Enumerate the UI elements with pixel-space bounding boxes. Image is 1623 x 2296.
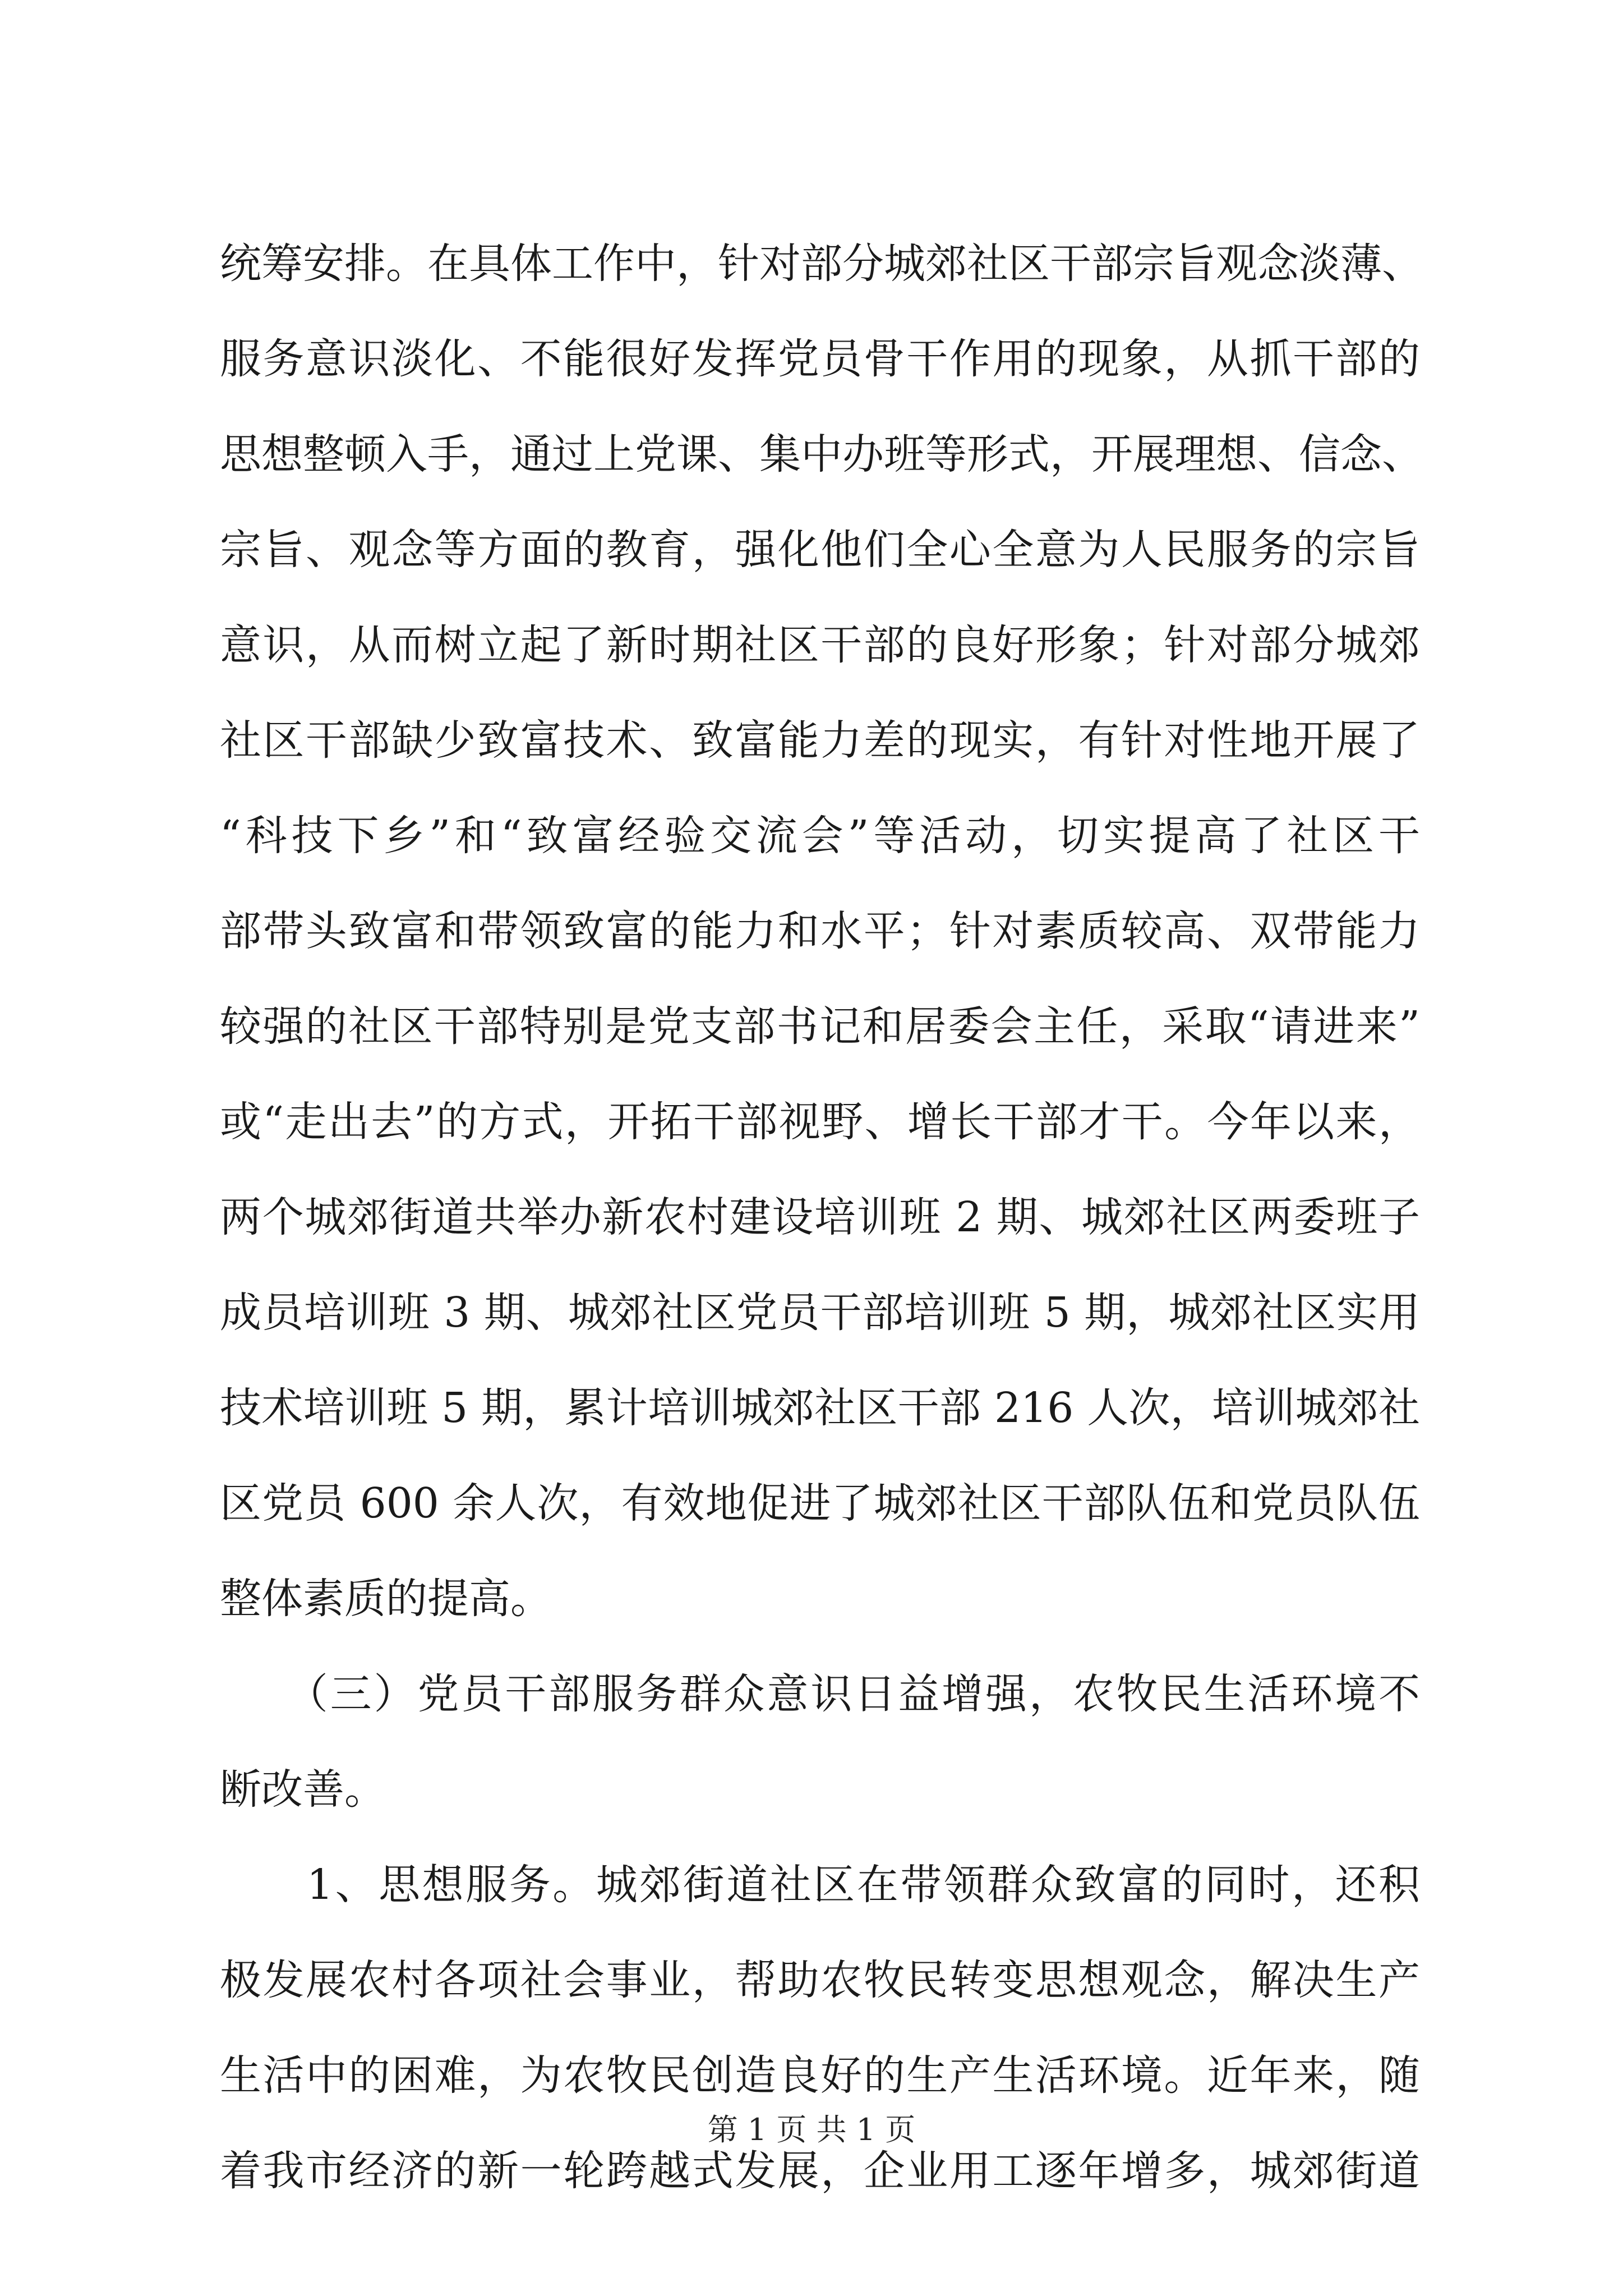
paragraph-end-line: 整体素质的提高。: [220, 1575, 552, 1623]
section-heading-end-line: 断改善。: [220, 1765, 386, 1814]
text-line: 服务意识淡化、不能很好发挥党员骨干作用的现象，从抓干部的: [220, 335, 1420, 383]
text-line: 宗旨、观念等方面的教育，强化他们全心全意为人民服务的宗旨: [220, 526, 1420, 574]
page-number-footer: 第 1 页 共 1 页: [707, 2112, 916, 2147]
paragraph-start-line: 1、思想服务。城郊街道社区在带领群众致富的同时，还积: [220, 1861, 1420, 1909]
document-body: [220, 216, 1423, 2219]
text-line: 两个城郊街道共举办新农村建设培训班 2 期、城郊社区两委班子: [220, 1193, 1420, 1241]
text-line: 部带头致富和带领致富的能力和水平；针对素质较高、双带能力: [220, 907, 1420, 955]
text-line: 区党员 600 余人次，有效地促进了城郊社区干部队伍和党员队伍: [220, 1479, 1420, 1527]
text-line: 意识，从而树立起了新时期社区干部的良好形象；针对部分城郊: [220, 621, 1420, 669]
text-line: 着我市经济的新一轮跨越式发展，企业用工逐年增多，城郊街道: [220, 2147, 1420, 2195]
text-line: 技术培训班 5 期，累计培训城郊社区干部 216 人次，培训城郊社: [220, 1384, 1420, 1432]
text-line: “科技下乡”和“致富经验交流会”等活动，切实提高了社区干: [220, 812, 1420, 860]
text-line: 思想整顿入手，通过上党课、集中办班等形式，开展理想、信念、: [220, 430, 1423, 478]
text-line: 社区干部缺少致富技术、致富能力差的现实，有针对性地开展了: [220, 716, 1420, 765]
text-line: 或“走出去”的方式，开拓干部视野、增长干部才干。今年以来，: [220, 1098, 1420, 1146]
section-heading-line: （三）党员干部服务群众意识日益增强，农牧民生活环境不: [220, 1670, 1420, 1718]
text-line: 较强的社区干部特别是党支部书记和居委会主任，采取“请进来”: [220, 1002, 1420, 1051]
text-line: 统筹安排。在具体工作中，针对部分城郊社区干部宗旨观念淡薄、: [220, 240, 1423, 288]
text-line: 生活中的困难，为农牧民创造良好的生产生活环境。近年来，随: [220, 2051, 1420, 2100]
text-line: 极发展农村各项社会事业，帮助农牧民转变思想观念，解决生产: [220, 1956, 1420, 2004]
text-line: 成员培训班 3 期、城郊社区党员干部培训班 5 期，城郊社区实用: [220, 1289, 1420, 1337]
